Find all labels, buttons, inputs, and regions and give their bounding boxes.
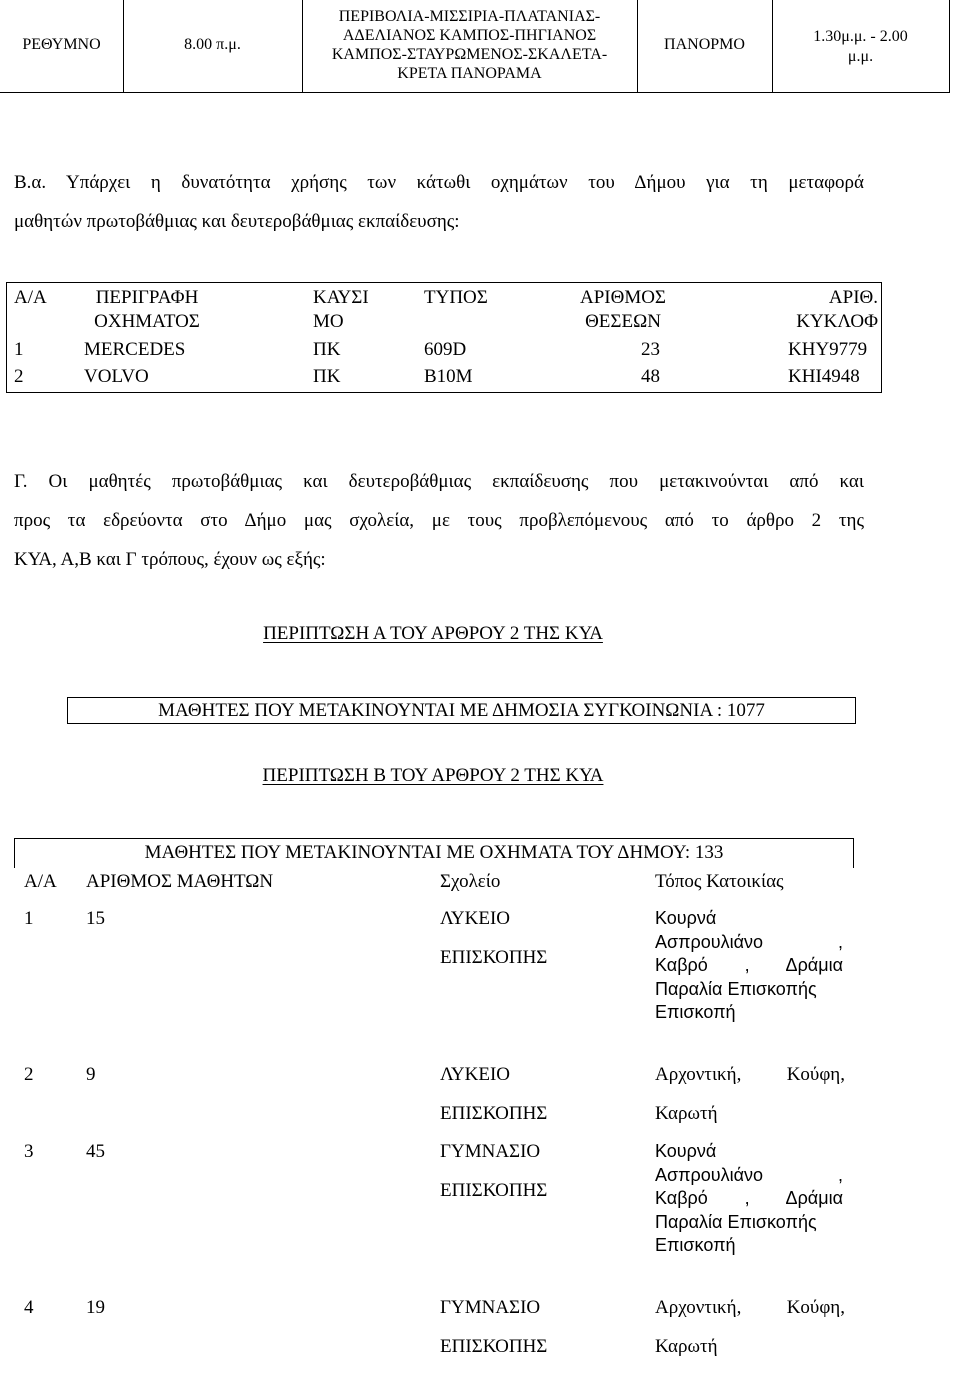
section-c-paragraph — [14, 462, 864, 579]
student-row-count: 15 — [86, 908, 105, 929]
students-header-residence: Τόπος Κατοικίας — [655, 871, 784, 892]
vehicles-header-fuel — [313, 286, 369, 334]
students-table-title: ΜΑΘΗΤΕΣ ΠΟΥ ΜΕΤΑΚΙΝΟΥΝΤΑΙ ΜΕ ΟΧΗΜΑΤΑ ΤΟΥ ΔΗΜΟΥ: 133 — [144, 842, 724, 863]
case-a-summary-text: ΜΑΘΗΤΕΣ ΠΟΥ ΜΕΤΑΚΙΝΟΥΝΤΑΙ ΜΕ ΔΗΜΟΣΙΑ ΣΥΓΚΟΙΝΩΝΙΑ : 1077 — [158, 700, 765, 721]
vehicle-fuel: ΠΚ — [313, 339, 341, 360]
student-row-residence — [655, 1140, 843, 1258]
route-stops — [302, 7, 637, 83]
students-header-school: Σχολείο — [440, 871, 501, 892]
header-text: ΚΥΚΛΟΦ — [796, 311, 878, 332]
vehicle-seats: 23 — [641, 339, 660, 360]
case-a-summary-box — [67, 697, 856, 724]
route-table-bottom-border — [0, 92, 950, 93]
vehicles-header-type — [424, 286, 488, 310]
school-line: ΕΠΙΣΚΟΠΗΣ — [440, 1103, 548, 1124]
vehicles-table-bottom-border — [6, 392, 882, 393]
student-row-aa: 2 — [24, 1064, 34, 1085]
student-row-school — [440, 1297, 547, 1358]
route-table-divider — [949, 0, 950, 93]
vehicle-plate: ΚΗΙ4948 — [788, 366, 860, 387]
student-row-aa: 1 — [24, 908, 34, 929]
vehicle-aa: 1 — [14, 339, 24, 360]
student-row-aa: 4 — [24, 1297, 34, 1318]
school-line: ΕΠΙΣΚΟΠΗΣ — [440, 1336, 548, 1357]
school-line: ΕΠΙΣΚΟΠΗΣ — [440, 1180, 548, 1201]
residence-line: Καβρό , Δράμια — [655, 955, 843, 975]
vehicle-aa: 2 — [14, 366, 24, 387]
student-row-school — [440, 1064, 547, 1125]
case-b-heading: ΠΕΡΙΠΤΩΣΗ Β ΤΟΥ ΑΡΘΡΟΥ 2 ΤΗΣ ΚΥΑ — [262, 765, 604, 786]
route-stops-line: ΑΔΕΛΙΑΝΟΣ ΚΑΜΠΟΣ-ΠΗΓΙΑΝΟΣ — [342, 27, 597, 44]
route-stops-line: ΠΕΡΙΒΟΛΙΑ-ΜΙΣΣΙΡΙΑ-ΠΛΑΤΑΝΙΑΣ- — [338, 8, 601, 25]
students-header-aa: Α/Α — [24, 871, 57, 892]
student-row-count: 9 — [86, 1064, 96, 1085]
residence-line: Παραλία Επισκοπής — [655, 978, 817, 999]
student-row-count: 45 — [86, 1141, 105, 1162]
student-row-school — [440, 908, 547, 969]
vehicles-header-plate — [790, 286, 878, 334]
residence-line: Καρωτή — [655, 1336, 718, 1357]
paragraph-line: Β.α. Υπάρχει η δυνατότητα χρήσης των κάτωθι οχημάτων του Δήμου για τη μεταφορά — [14, 172, 864, 193]
header-text: ΑΡΙΘ. — [828, 287, 878, 308]
section-b-paragraph — [14, 163, 864, 241]
school-line: ΕΠΙΣΚΟΠΗΣ — [440, 947, 548, 968]
header-text: ΚΑΥΣΙ — [313, 287, 369, 308]
school-line: ΓΥΜΝΑΣΙΟ — [440, 1141, 541, 1162]
paragraph-line: μαθητών πρωτοβάθμιας και δευτεροβάθμιας εκπαίδευσης: — [14, 211, 460, 232]
header-text: ΟΧΗΜΑΤΟΣ — [94, 311, 200, 332]
student-row-residence — [655, 1297, 845, 1358]
student-row-residence — [655, 1064, 845, 1125]
residence-line: Αρχοντική, Κούφη, — [655, 1064, 845, 1085]
vehicles-header-seats — [560, 286, 686, 334]
students-table-top-border — [14, 838, 854, 839]
vehicle-seats: 48 — [641, 366, 660, 387]
case-a-heading: ΠΕΡΙΠΤΩΣΗ Α ΤΟΥ ΑΡΘΡΟΥ 2 ΤΗΣ ΚΥΑ — [263, 623, 603, 644]
school-line: ΛΥΚΕΙΟ — [440, 908, 510, 929]
vehicles-header-aa — [14, 286, 47, 310]
school-line: ΛΥΚΕΙΟ — [440, 1064, 510, 1085]
residence-line: Επισκοπή — [655, 1002, 736, 1022]
header-text: Α/Α — [14, 287, 47, 308]
student-row-aa: 3 — [24, 1141, 34, 1162]
paragraph-line: προς τα εδρεύοντα στο Δήμο μας σχολεία, με τους προβλεπόμενους από το άρθρο 2 της — [14, 510, 864, 531]
residence-line: Καβρό , Δράμια — [655, 1188, 843, 1208]
residence-line: Επισκοπή — [655, 1235, 736, 1255]
residence-line: Παραλία Επισκοπής — [655, 1211, 817, 1232]
residence-line: Ασπρουλιάνο , — [655, 931, 843, 952]
header-text: ΠΕΡΙΓΡΑΦΗ — [95, 287, 199, 308]
route-origin: ΡΕΘΥΜΝΟ — [22, 36, 101, 53]
paragraph-line: ΚΥΑ, Α,Β και Γ τρόπους, έχουν ως εξής: — [14, 549, 326, 570]
vehicles-table-left-border — [6, 282, 7, 393]
vehicle-description: MERCEDES — [84, 339, 186, 360]
residence-line: Καρωτή — [655, 1103, 718, 1124]
vehicles-table-right-border — [881, 282, 882, 393]
vehicles-header-description — [78, 286, 216, 334]
vehicle-fuel: ΠΚ — [313, 366, 341, 387]
route-stops-line: ΚΡΕΤΑ ΠΑΝΟΡΑΜΑ — [397, 65, 542, 82]
student-row-residence — [655, 907, 843, 1025]
vehicle-description: VOLVO — [84, 366, 149, 387]
route-return-time — [772, 27, 949, 67]
residence-line: Αρχοντική, Κούφη, — [655, 1297, 845, 1318]
student-row-school — [440, 1141, 547, 1202]
school-line: ΓΥΜΝΑΣΙΟ — [440, 1297, 541, 1318]
vehicle-type: 609D — [424, 339, 467, 360]
header-text: ΑΡΙΘΜΟΣ — [579, 287, 666, 308]
route-return-time-line: μ.μ. — [847, 48, 874, 65]
residence-line: Ασπρουλιάνο , — [655, 1164, 843, 1185]
header-text: ΤΥΠΟΣ — [424, 287, 488, 308]
students-header-count: ΑΡΙΘΜΟΣ ΜΑΘΗΤΩΝ — [86, 871, 274, 892]
vehicle-type: B10M — [424, 366, 473, 387]
route-return-time-line: 1.30μ.μ. - 2.00 — [813, 28, 908, 45]
route-destination: ΠΑΝΟΡΜΟ — [664, 36, 745, 53]
route-stops-line: ΚΑΜΠΟΣ-ΣΤΑΥΡΩΜΕΝΟΣ-ΣΚΑΛΕΤΑ- — [331, 46, 608, 63]
header-text: ΘΕΣΕΩΝ — [585, 311, 661, 332]
paragraph-line: Γ. Οι μαθητές πρωτοβάθμιας και δευτεροβάθμιας εκπαίδευσης που μετακινούνται από και — [14, 471, 864, 492]
vehicles-table-top-border — [6, 282, 882, 283]
route-departure-time: 8.00 π.μ. — [184, 36, 241, 53]
header-text: ΜΟ — [313, 311, 344, 332]
residence-line: Κουρνά — [655, 908, 717, 928]
residence-line: Κουρνά — [655, 1141, 717, 1161]
vehicle-plate: ΚΗΥ9779 — [788, 339, 868, 360]
student-row-count: 19 — [86, 1297, 105, 1318]
